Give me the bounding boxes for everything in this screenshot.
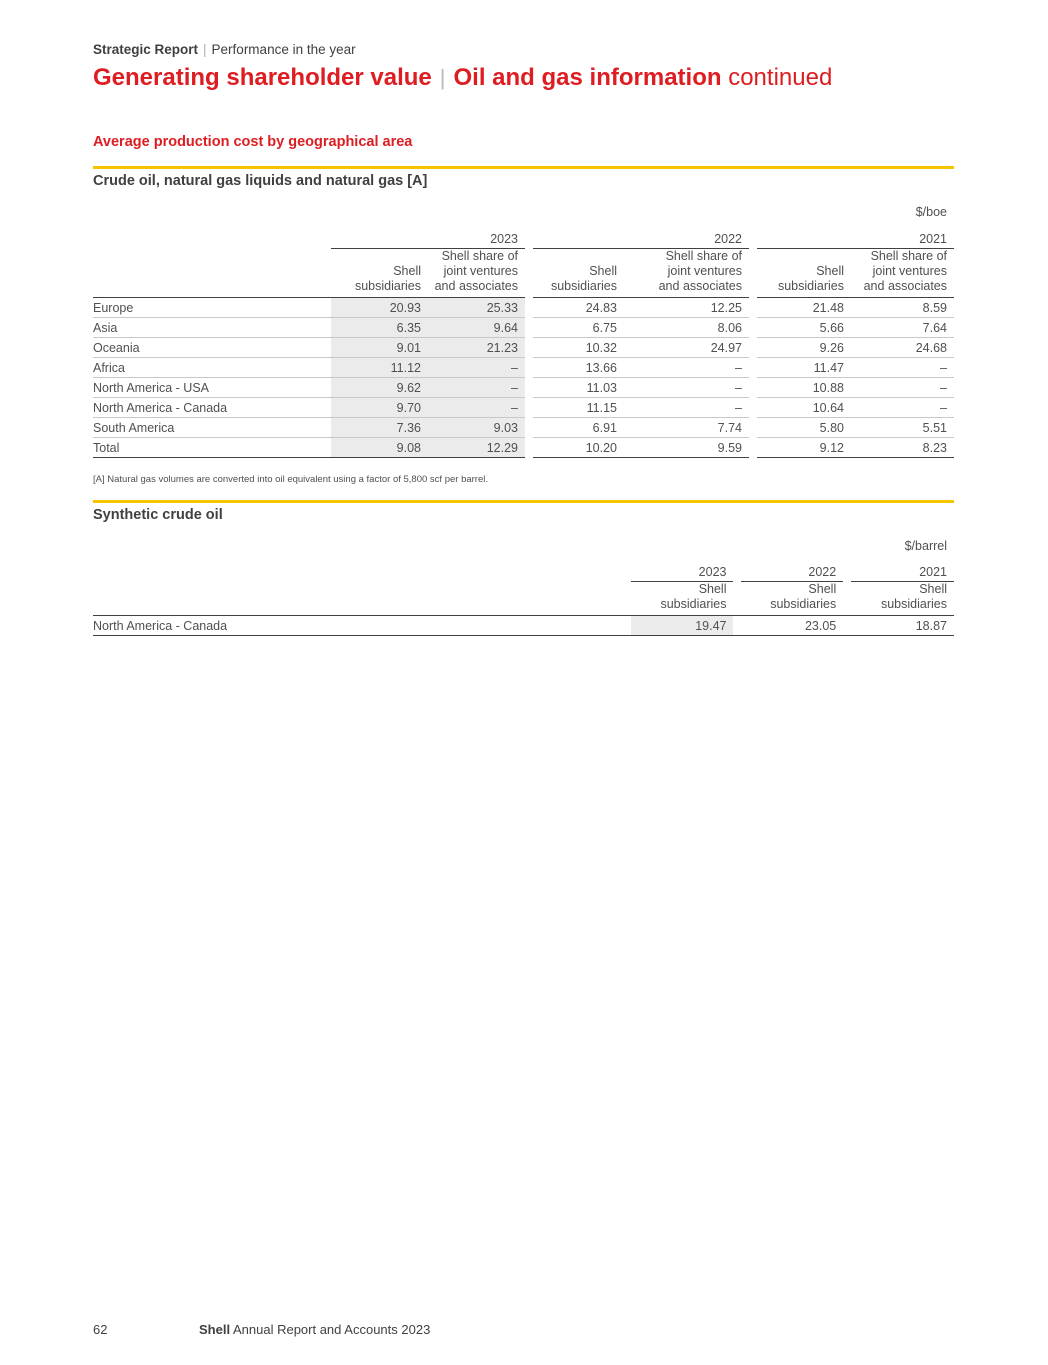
page-title-suffix: continued [728, 64, 833, 91]
table1-title: Crude oil, natural gas liquids and natural gas [A] [93, 173, 428, 189]
cell: 11.12 [331, 358, 428, 378]
column-header-jv: Shell share of joint ventures and associates [428, 249, 525, 298]
column-header-subsidiaries: Shell subsidiaries [757, 249, 851, 298]
table2-title: Synthetic crude oil [93, 507, 223, 523]
table2-column-header-row [93, 582, 954, 616]
cell: – [428, 358, 525, 378]
breadcrumb-separator: | [203, 42, 207, 57]
cell: 8.59 [851, 298, 954, 318]
cell: 7.64 [851, 318, 954, 338]
cell: 21.23 [428, 338, 525, 358]
cell: 9.12 [757, 438, 851, 458]
row-label: Total [93, 438, 331, 458]
page-title-part2: Oil and gas information [453, 64, 722, 91]
brand-name: Shell [199, 1322, 231, 1337]
cell: 24.83 [533, 298, 624, 318]
table-row-total [93, 438, 954, 458]
table2 [93, 559, 954, 636]
section-title: Average production cost by geographical area [93, 134, 413, 150]
cell: 9.26 [757, 338, 851, 358]
cell: 9.03 [428, 418, 525, 438]
table-row [93, 398, 954, 418]
row-label: Asia [93, 318, 331, 338]
cell: – [851, 398, 954, 418]
column-header-subsidiaries: Shell subsidiaries [533, 249, 624, 298]
cell: – [851, 358, 954, 378]
row-label: North America - Canada [93, 398, 331, 418]
year-header: 2023 [631, 559, 734, 582]
section-divider [93, 500, 954, 503]
breadcrumb [93, 42, 356, 57]
year-header: 2022 [741, 559, 843, 582]
breadcrumb-section: Strategic Report [93, 42, 199, 57]
column-header-subsidiaries: Shell subsidiaries [741, 582, 843, 616]
column-header-jv: Shell share of joint ventures and associates [851, 249, 954, 298]
row-label: Europe [93, 298, 331, 318]
page-title-part1: Generating shareholder value [93, 64, 432, 91]
cell: 10.32 [533, 338, 624, 358]
cell: 5.80 [757, 418, 851, 438]
row-label: North America - Canada [93, 616, 631, 636]
table2-unit: $/barrel [904, 539, 947, 553]
table2-year-row [93, 559, 954, 582]
year-header: 2022 [533, 226, 749, 249]
table-row [93, 616, 954, 636]
cell: 10.20 [533, 438, 624, 458]
cell: 8.23 [851, 438, 954, 458]
cell: 12.29 [428, 438, 525, 458]
table1-column-header-row [93, 249, 954, 298]
cell: – [624, 378, 749, 398]
cell: 18.87 [851, 616, 954, 636]
table1-footnote: [A] Natural gas volumes are converted into oil equivalent using a factor of 5,800 scf per barrel. [93, 474, 488, 485]
cell: 10.88 [757, 378, 851, 398]
footer-brand [199, 1322, 430, 1337]
year-header: 2023 [331, 226, 525, 249]
cell: – [624, 358, 749, 378]
breadcrumb-subsection: Performance in the year [211, 42, 356, 57]
table1-unit: $/boe [915, 205, 947, 219]
table1 [93, 226, 954, 458]
table-row [93, 318, 954, 338]
table-row [93, 358, 954, 378]
cell: 8.06 [624, 318, 749, 338]
cell: 5.51 [851, 418, 954, 438]
cell: 9.08 [331, 438, 428, 458]
cell: – [428, 398, 525, 418]
cell: 9.62 [331, 378, 428, 398]
table-row [93, 378, 954, 398]
cell: 6.75 [533, 318, 624, 338]
column-header-subsidiaries: Shell subsidiaries [331, 249, 428, 298]
cell: 24.68 [851, 338, 954, 358]
year-header: 2021 [757, 226, 954, 249]
column-header-subsidiaries: Shell subsidiaries [631, 582, 734, 616]
cell: 25.33 [428, 298, 525, 318]
row-label: South America [93, 418, 331, 438]
cell: 7.36 [331, 418, 428, 438]
page-title-separator: | [439, 65, 446, 90]
table-row [93, 418, 954, 438]
row-label: Oceania [93, 338, 331, 358]
cell: 11.47 [757, 358, 851, 378]
year-header: 2021 [851, 559, 954, 582]
cell: 5.66 [757, 318, 851, 338]
table-row [93, 338, 954, 358]
column-header-subsidiaries: Shell subsidiaries [851, 582, 954, 616]
cell: 13.66 [533, 358, 624, 378]
cell: – [428, 378, 525, 398]
column-header-jv: Shell share of joint ventures and associates [624, 249, 749, 298]
cell: – [624, 398, 749, 418]
cell: – [851, 378, 954, 398]
table-row [93, 298, 954, 318]
cell: 11.03 [533, 378, 624, 398]
row-label: North America - USA [93, 378, 331, 398]
cell: 23.05 [741, 616, 843, 636]
cell: 7.74 [624, 418, 749, 438]
cell: 19.47 [631, 616, 734, 636]
cell: 9.01 [331, 338, 428, 358]
cell: 12.25 [624, 298, 749, 318]
cell: 6.91 [533, 418, 624, 438]
cell: 21.48 [757, 298, 851, 318]
page-number: 62 [93, 1322, 108, 1337]
row-label: Africa [93, 358, 331, 378]
cell: 6.35 [331, 318, 428, 338]
cell: 9.59 [624, 438, 749, 458]
cell: 10.64 [757, 398, 851, 418]
cell: 11.15 [533, 398, 624, 418]
report-name: Annual Report and Accounts 2023 [232, 1322, 431, 1337]
cell: 20.93 [331, 298, 428, 318]
cell: 9.64 [428, 318, 525, 338]
page-title [93, 64, 832, 92]
table1-year-row [93, 226, 954, 249]
cell: 24.97 [624, 338, 749, 358]
cell: 9.70 [331, 398, 428, 418]
section-divider [93, 166, 954, 169]
